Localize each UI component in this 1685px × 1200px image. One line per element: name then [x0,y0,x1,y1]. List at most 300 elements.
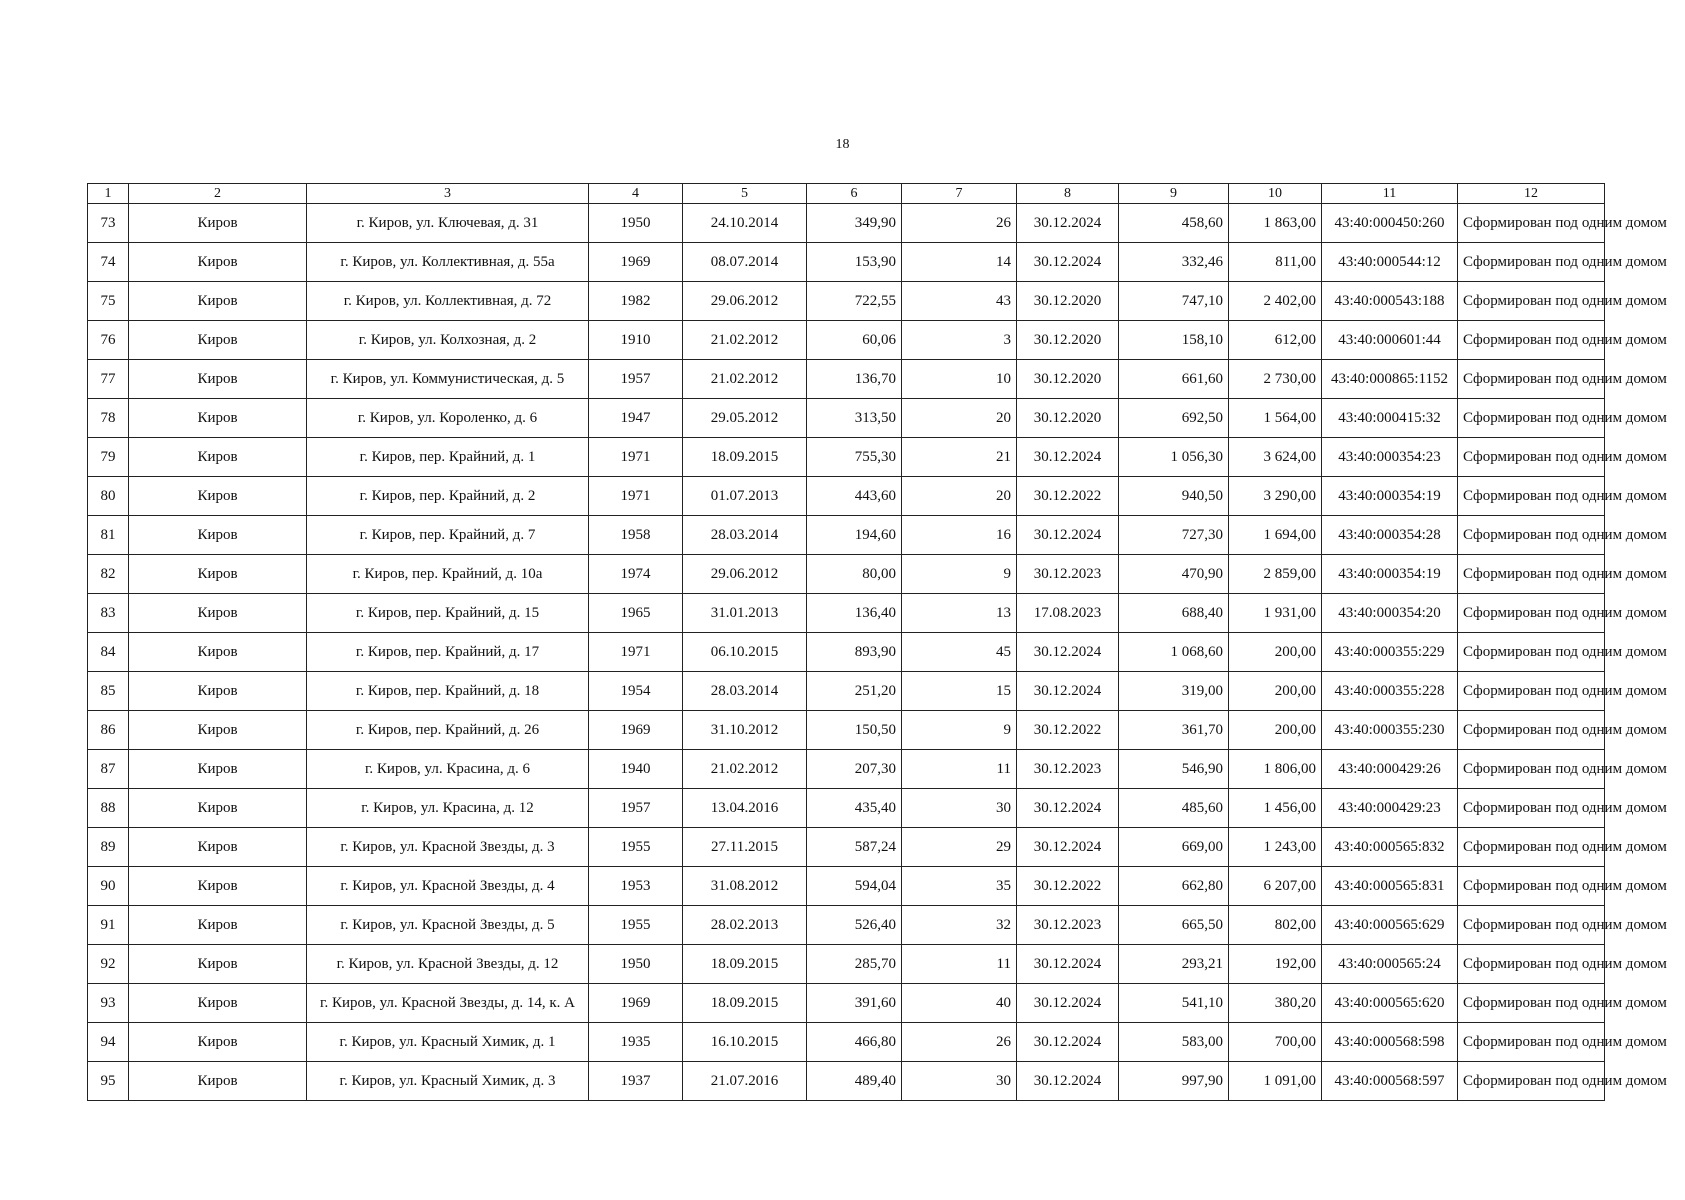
area-cell: 692,50 [1119,399,1229,438]
area-cell: 1 564,00 [1229,399,1322,438]
cadastral-number-cell: 43:40:000354:28 [1322,516,1458,555]
year-built-cell: 1935 [589,1023,683,1062]
date-cell: 13.04.2016 [683,789,807,828]
table-row [88,867,1605,906]
table-row [88,984,1605,1023]
table-row [88,321,1605,360]
cadastral-number-cell: 43:40:000355:228 [1322,672,1458,711]
date-cell: 21.02.2012 [683,750,807,789]
date-cell: 01.07.2013 [683,477,807,516]
area-cell: 3 290,00 [1229,477,1322,516]
table-row [88,282,1605,321]
area-cell: 811,00 [1229,243,1322,282]
table-row [88,555,1605,594]
address-cell: г. Киров, ул. Коммунистическая, д. 5 [307,360,589,399]
area-cell: 997,90 [1119,1062,1229,1101]
area-cell: 313,50 [807,399,902,438]
note-cell: Сформирован под одним домом [1458,282,1605,321]
count-cell: 26 [902,204,1017,243]
year-built-cell: 1971 [589,477,683,516]
year-built-cell: 1957 [589,360,683,399]
row-number-cell: 78 [88,399,129,438]
locality-cell: Киров [129,360,307,399]
column-header: 6 [807,184,902,204]
note-cell: Сформирован под одним домом [1458,867,1605,906]
date-cell: 21.02.2012 [683,321,807,360]
row-number-cell: 93 [88,984,129,1023]
area-cell: 443,60 [807,477,902,516]
count-cell: 26 [902,1023,1017,1062]
area-cell: 380,20 [1229,984,1322,1023]
date-cell: 30.12.2023 [1017,906,1119,945]
area-cell: 587,24 [807,828,902,867]
table-row [88,906,1605,945]
area-cell: 1 068,60 [1119,633,1229,672]
area-cell: 391,60 [807,984,902,1023]
row-number-cell: 92 [88,945,129,984]
area-cell: 192,00 [1229,945,1322,984]
area-cell: 747,10 [1119,282,1229,321]
note-cell: Сформирован под одним домом [1458,321,1605,360]
date-cell: 28.03.2014 [683,516,807,555]
year-built-cell: 1965 [589,594,683,633]
count-cell: 43 [902,282,1017,321]
date-cell: 30.12.2024 [1017,828,1119,867]
year-built-cell: 1957 [589,789,683,828]
area-cell: 1 091,00 [1229,1062,1322,1101]
area-cell: 251,20 [807,672,902,711]
row-number-cell: 82 [88,555,129,594]
area-cell: 153,90 [807,243,902,282]
cadastral-number-cell: 43:40:000601:44 [1322,321,1458,360]
table-row [88,594,1605,633]
date-cell: 21.07.2016 [683,1062,807,1101]
note-cell: Сформирован под одним домом [1458,243,1605,282]
count-cell: 20 [902,477,1017,516]
locality-cell: Киров [129,672,307,711]
column-header: 9 [1119,184,1229,204]
area-cell: 293,21 [1119,945,1229,984]
address-cell: г. Киров, ул. Красной Звезды, д. 5 [307,906,589,945]
date-cell: 17.08.2023 [1017,594,1119,633]
area-cell: 722,55 [807,282,902,321]
cadastral-number-cell: 43:40:000543:188 [1322,282,1458,321]
cadastral-number-cell: 43:40:000565:832 [1322,828,1458,867]
count-cell: 11 [902,750,1017,789]
area-cell: 285,70 [807,945,902,984]
year-built-cell: 1950 [589,204,683,243]
date-cell: 30.12.2024 [1017,945,1119,984]
area-cell: 361,70 [1119,711,1229,750]
note-cell: Сформирован под одним домом [1458,1062,1605,1101]
cadastral-number-cell: 43:40:000565:629 [1322,906,1458,945]
cadastral-number-cell: 43:40:000565:831 [1322,867,1458,906]
year-built-cell: 1982 [589,282,683,321]
locality-cell: Киров [129,867,307,906]
cadastral-number-cell: 43:40:000865:1152 [1322,360,1458,399]
address-cell: г. Киров, ул. Ключевая, д. 31 [307,204,589,243]
year-built-cell: 1937 [589,1062,683,1101]
column-header: 5 [683,184,807,204]
date-cell: 30.12.2024 [1017,243,1119,282]
date-cell: 30.12.2024 [1017,1023,1119,1062]
date-cell: 30.12.2020 [1017,360,1119,399]
date-cell: 31.10.2012 [683,711,807,750]
row-number-cell: 75 [88,282,129,321]
area-cell: 583,00 [1119,1023,1229,1062]
date-cell: 30.12.2024 [1017,672,1119,711]
column-header: 11 [1322,184,1458,204]
row-number-cell: 84 [88,633,129,672]
count-cell: 29 [902,828,1017,867]
note-cell: Сформирован под одним домом [1458,945,1605,984]
column-header: 10 [1229,184,1322,204]
locality-cell: Киров [129,828,307,867]
count-cell: 9 [902,711,1017,750]
cadastral-number-cell: 43:40:000544:12 [1322,243,1458,282]
address-cell: г. Киров, ул. Красный Химик, д. 1 [307,1023,589,1062]
count-cell: 40 [902,984,1017,1023]
date-cell: 18.09.2015 [683,438,807,477]
locality-cell: Киров [129,984,307,1023]
cadastral-number-cell: 43:40:000415:32 [1322,399,1458,438]
row-number-cell: 77 [88,360,129,399]
note-cell: Сформирован под одним домом [1458,477,1605,516]
date-cell: 29.06.2012 [683,555,807,594]
note-cell: Сформирован под одним домом [1458,204,1605,243]
date-cell: 30.12.2022 [1017,867,1119,906]
year-built-cell: 1971 [589,438,683,477]
area-cell: 3 624,00 [1229,438,1322,477]
row-number-cell: 91 [88,906,129,945]
note-cell: Сформирован под одним домом [1458,672,1605,711]
date-cell: 29.05.2012 [683,399,807,438]
area-cell: 541,10 [1119,984,1229,1023]
address-cell: г. Киров, пер. Крайний, д. 18 [307,672,589,711]
row-number-cell: 74 [88,243,129,282]
locality-cell: Киров [129,204,307,243]
note-cell: Сформирован под одним домом [1458,828,1605,867]
area-cell: 458,60 [1119,204,1229,243]
area-cell: 200,00 [1229,672,1322,711]
table-row [88,1023,1605,1062]
row-number-cell: 79 [88,438,129,477]
column-header: 3 [307,184,589,204]
year-built-cell: 1947 [589,399,683,438]
locality-cell: Киров [129,906,307,945]
address-cell: г. Киров, пер. Крайний, д. 15 [307,594,589,633]
note-cell: Сформирован под одним домом [1458,789,1605,828]
table-row [88,360,1605,399]
area-cell: 1 456,00 [1229,789,1322,828]
note-cell: Сформирован под одним домом [1458,633,1605,672]
address-cell: г. Киров, пер. Крайний, д. 2 [307,477,589,516]
area-cell: 332,46 [1119,243,1229,282]
row-number-cell: 88 [88,789,129,828]
locality-cell: Киров [129,321,307,360]
area-cell: 669,00 [1119,828,1229,867]
date-cell: 08.07.2014 [683,243,807,282]
locality-cell: Киров [129,477,307,516]
cadastral-number-cell: 43:40:000565:620 [1322,984,1458,1023]
cadastral-number-cell: 43:40:000355:230 [1322,711,1458,750]
area-cell: 136,70 [807,360,902,399]
note-cell: Сформирован под одним домом [1458,360,1605,399]
table-row [88,945,1605,984]
table-row [88,516,1605,555]
area-cell: 466,80 [807,1023,902,1062]
area-cell: 80,00 [807,555,902,594]
locality-cell: Киров [129,594,307,633]
note-cell: Сформирован под одним домом [1458,399,1605,438]
year-built-cell: 1971 [589,633,683,672]
address-cell: г. Киров, ул. Красина, д. 6 [307,750,589,789]
date-cell: 30.12.2023 [1017,750,1119,789]
count-cell: 45 [902,633,1017,672]
count-cell: 9 [902,555,1017,594]
date-cell: 21.02.2012 [683,360,807,399]
locality-cell: Киров [129,711,307,750]
year-built-cell: 1969 [589,984,683,1023]
locality-cell: Киров [129,1023,307,1062]
address-cell: г. Киров, пер. Крайний, д. 26 [307,711,589,750]
row-number-cell: 86 [88,711,129,750]
table-row [88,438,1605,477]
column-header: 7 [902,184,1017,204]
area-cell: 661,60 [1119,360,1229,399]
address-cell: г. Киров, ул. Красной Звезды, д. 4 [307,867,589,906]
count-cell: 32 [902,906,1017,945]
date-cell: 24.10.2014 [683,204,807,243]
note-cell: Сформирован под одним домом [1458,516,1605,555]
count-cell: 16 [902,516,1017,555]
cadastral-number-cell: 43:40:000354:20 [1322,594,1458,633]
area-cell: 200,00 [1229,633,1322,672]
count-cell: 30 [902,1062,1017,1101]
locality-cell: Киров [129,516,307,555]
count-cell: 3 [902,321,1017,360]
locality-cell: Киров [129,945,307,984]
address-cell: г. Киров, ул. Короленко, д. 6 [307,399,589,438]
area-cell: 2 730,00 [1229,360,1322,399]
area-cell: 755,30 [807,438,902,477]
area-cell: 700,00 [1229,1023,1322,1062]
locality-cell: Киров [129,243,307,282]
date-cell: 30.12.2020 [1017,321,1119,360]
column-header: 1 [88,184,129,204]
address-cell: г. Киров, ул. Коллективная, д. 55а [307,243,589,282]
count-cell: 11 [902,945,1017,984]
date-cell: 31.08.2012 [683,867,807,906]
area-cell: 349,90 [807,204,902,243]
area-cell: 136,40 [807,594,902,633]
table-row [88,399,1605,438]
address-cell: г. Киров, ул. Красной Звезды, д. 3 [307,828,589,867]
date-cell: 30.12.2022 [1017,711,1119,750]
date-cell: 30.12.2024 [1017,516,1119,555]
note-cell: Сформирован под одним домом [1458,438,1605,477]
note-cell: Сформирован под одним домом [1458,1023,1605,1062]
date-cell: 30.12.2024 [1017,204,1119,243]
date-cell: 28.02.2013 [683,906,807,945]
date-cell: 27.11.2015 [683,828,807,867]
area-cell: 485,60 [1119,789,1229,828]
date-cell: 30.12.2024 [1017,1062,1119,1101]
table-row [88,672,1605,711]
area-cell: 200,00 [1229,711,1322,750]
column-header: 4 [589,184,683,204]
date-cell: 30.12.2024 [1017,438,1119,477]
area-cell: 727,30 [1119,516,1229,555]
cadastral-number-cell: 43:40:000450:260 [1322,204,1458,243]
area-cell: 1 931,00 [1229,594,1322,633]
date-cell: 30.12.2020 [1017,282,1119,321]
locality-cell: Киров [129,555,307,594]
area-cell: 526,40 [807,906,902,945]
locality-cell: Киров [129,1062,307,1101]
address-cell: г. Киров, пер. Крайний, д. 1 [307,438,589,477]
date-cell: 30.12.2024 [1017,984,1119,1023]
year-built-cell: 1910 [589,321,683,360]
area-cell: 194,60 [807,516,902,555]
area-cell: 1 863,00 [1229,204,1322,243]
area-cell: 940,50 [1119,477,1229,516]
cadastral-number-cell: 43:40:000568:597 [1322,1062,1458,1101]
row-number-cell: 76 [88,321,129,360]
area-cell: 319,00 [1119,672,1229,711]
row-number-cell: 94 [88,1023,129,1062]
row-number-cell: 83 [88,594,129,633]
address-cell: г. Киров, ул. Колхозная, д. 2 [307,321,589,360]
cadastral-number-cell: 43:40:000354:19 [1322,477,1458,516]
table-row [88,204,1605,243]
note-cell: Сформирован под одним домом [1458,711,1605,750]
column-header: 8 [1017,184,1119,204]
year-built-cell: 1950 [589,945,683,984]
note-cell: Сформирован под одним домом [1458,750,1605,789]
address-cell: г. Киров, ул. Красный Химик, д. 3 [307,1062,589,1101]
area-cell: 470,90 [1119,555,1229,594]
area-cell: 665,50 [1119,906,1229,945]
count-cell: 15 [902,672,1017,711]
address-cell: г. Киров, ул. Красной Звезды, д. 14, к. А [307,984,589,1023]
table-row [88,243,1605,282]
count-cell: 30 [902,789,1017,828]
area-cell: 546,90 [1119,750,1229,789]
area-cell: 688,40 [1119,594,1229,633]
note-cell: Сформирован под одним домом [1458,906,1605,945]
cadastral-number-cell: 43:40:000429:23 [1322,789,1458,828]
date-cell: 30.12.2020 [1017,399,1119,438]
date-cell: 28.03.2014 [683,672,807,711]
table-row [88,828,1605,867]
cadastral-number-cell: 43:40:000354:23 [1322,438,1458,477]
area-cell: 158,10 [1119,321,1229,360]
cadastral-number-cell: 43:40:000565:24 [1322,945,1458,984]
count-cell: 21 [902,438,1017,477]
address-cell: г. Киров, пер. Крайний, д. 17 [307,633,589,672]
date-cell: 31.01.2013 [683,594,807,633]
cadastral-number-cell: 43:40:000354:19 [1322,555,1458,594]
year-built-cell: 1958 [589,516,683,555]
locality-cell: Киров [129,633,307,672]
table-row [88,1062,1605,1101]
note-cell: Сформирован под одним домом [1458,984,1605,1023]
count-cell: 20 [902,399,1017,438]
area-cell: 612,00 [1229,321,1322,360]
table-row [88,789,1605,828]
table-row [88,477,1605,516]
area-cell: 802,00 [1229,906,1322,945]
area-cell: 207,30 [807,750,902,789]
row-number-cell: 85 [88,672,129,711]
count-cell: 13 [902,594,1017,633]
table-row [88,633,1605,672]
locality-cell: Киров [129,282,307,321]
area-cell: 1 806,00 [1229,750,1322,789]
area-cell: 1 694,00 [1229,516,1322,555]
cadastral-number-cell: 43:40:000429:26 [1322,750,1458,789]
header-row [88,184,1605,204]
date-cell: 18.09.2015 [683,945,807,984]
address-cell: г. Киров, ул. Красина, д. 12 [307,789,589,828]
year-built-cell: 1969 [589,711,683,750]
note-cell: Сформирован под одним домом [1458,555,1605,594]
locality-cell: Киров [129,438,307,477]
year-built-cell: 1940 [589,750,683,789]
page-number: 18 [835,137,850,152]
locality-cell: Киров [129,399,307,438]
address-cell: г. Киров, ул. Коллективная, д. 72 [307,282,589,321]
date-cell: 06.10.2015 [683,633,807,672]
year-built-cell: 1954 [589,672,683,711]
area-cell: 6 207,00 [1229,867,1322,906]
date-cell: 16.10.2015 [683,1023,807,1062]
area-cell: 1 243,00 [1229,828,1322,867]
area-cell: 2 859,00 [1229,555,1322,594]
date-cell: 18.09.2015 [683,984,807,1023]
year-built-cell: 1955 [589,906,683,945]
row-number-cell: 90 [88,867,129,906]
table-row [88,750,1605,789]
housing-registry-table [87,183,1667,1101]
date-cell: 30.12.2024 [1017,789,1119,828]
area-cell: 2 402,00 [1229,282,1322,321]
locality-cell: Киров [129,750,307,789]
area-cell: 893,90 [807,633,902,672]
column-header: 2 [129,184,307,204]
year-built-cell: 1969 [589,243,683,282]
area-cell: 489,40 [807,1062,902,1101]
row-number-cell: 81 [88,516,129,555]
table-body [88,204,1667,1101]
date-cell: 30.12.2022 [1017,477,1119,516]
locality-cell: Киров [129,789,307,828]
area-cell: 60,06 [807,321,902,360]
row-number-cell: 87 [88,750,129,789]
area-cell: 1 056,30 [1119,438,1229,477]
table-row [88,711,1605,750]
area-cell: 435,40 [807,789,902,828]
date-cell: 30.12.2024 [1017,633,1119,672]
count-cell: 14 [902,243,1017,282]
row-number-cell: 95 [88,1062,129,1101]
address-cell: г. Киров, пер. Крайний, д. 10а [307,555,589,594]
address-cell: г. Киров, ул. Красной Звезды, д. 12 [307,945,589,984]
note-cell: Сформирован под одним домом [1458,594,1605,633]
year-built-cell: 1953 [589,867,683,906]
date-cell: 30.12.2023 [1017,555,1119,594]
